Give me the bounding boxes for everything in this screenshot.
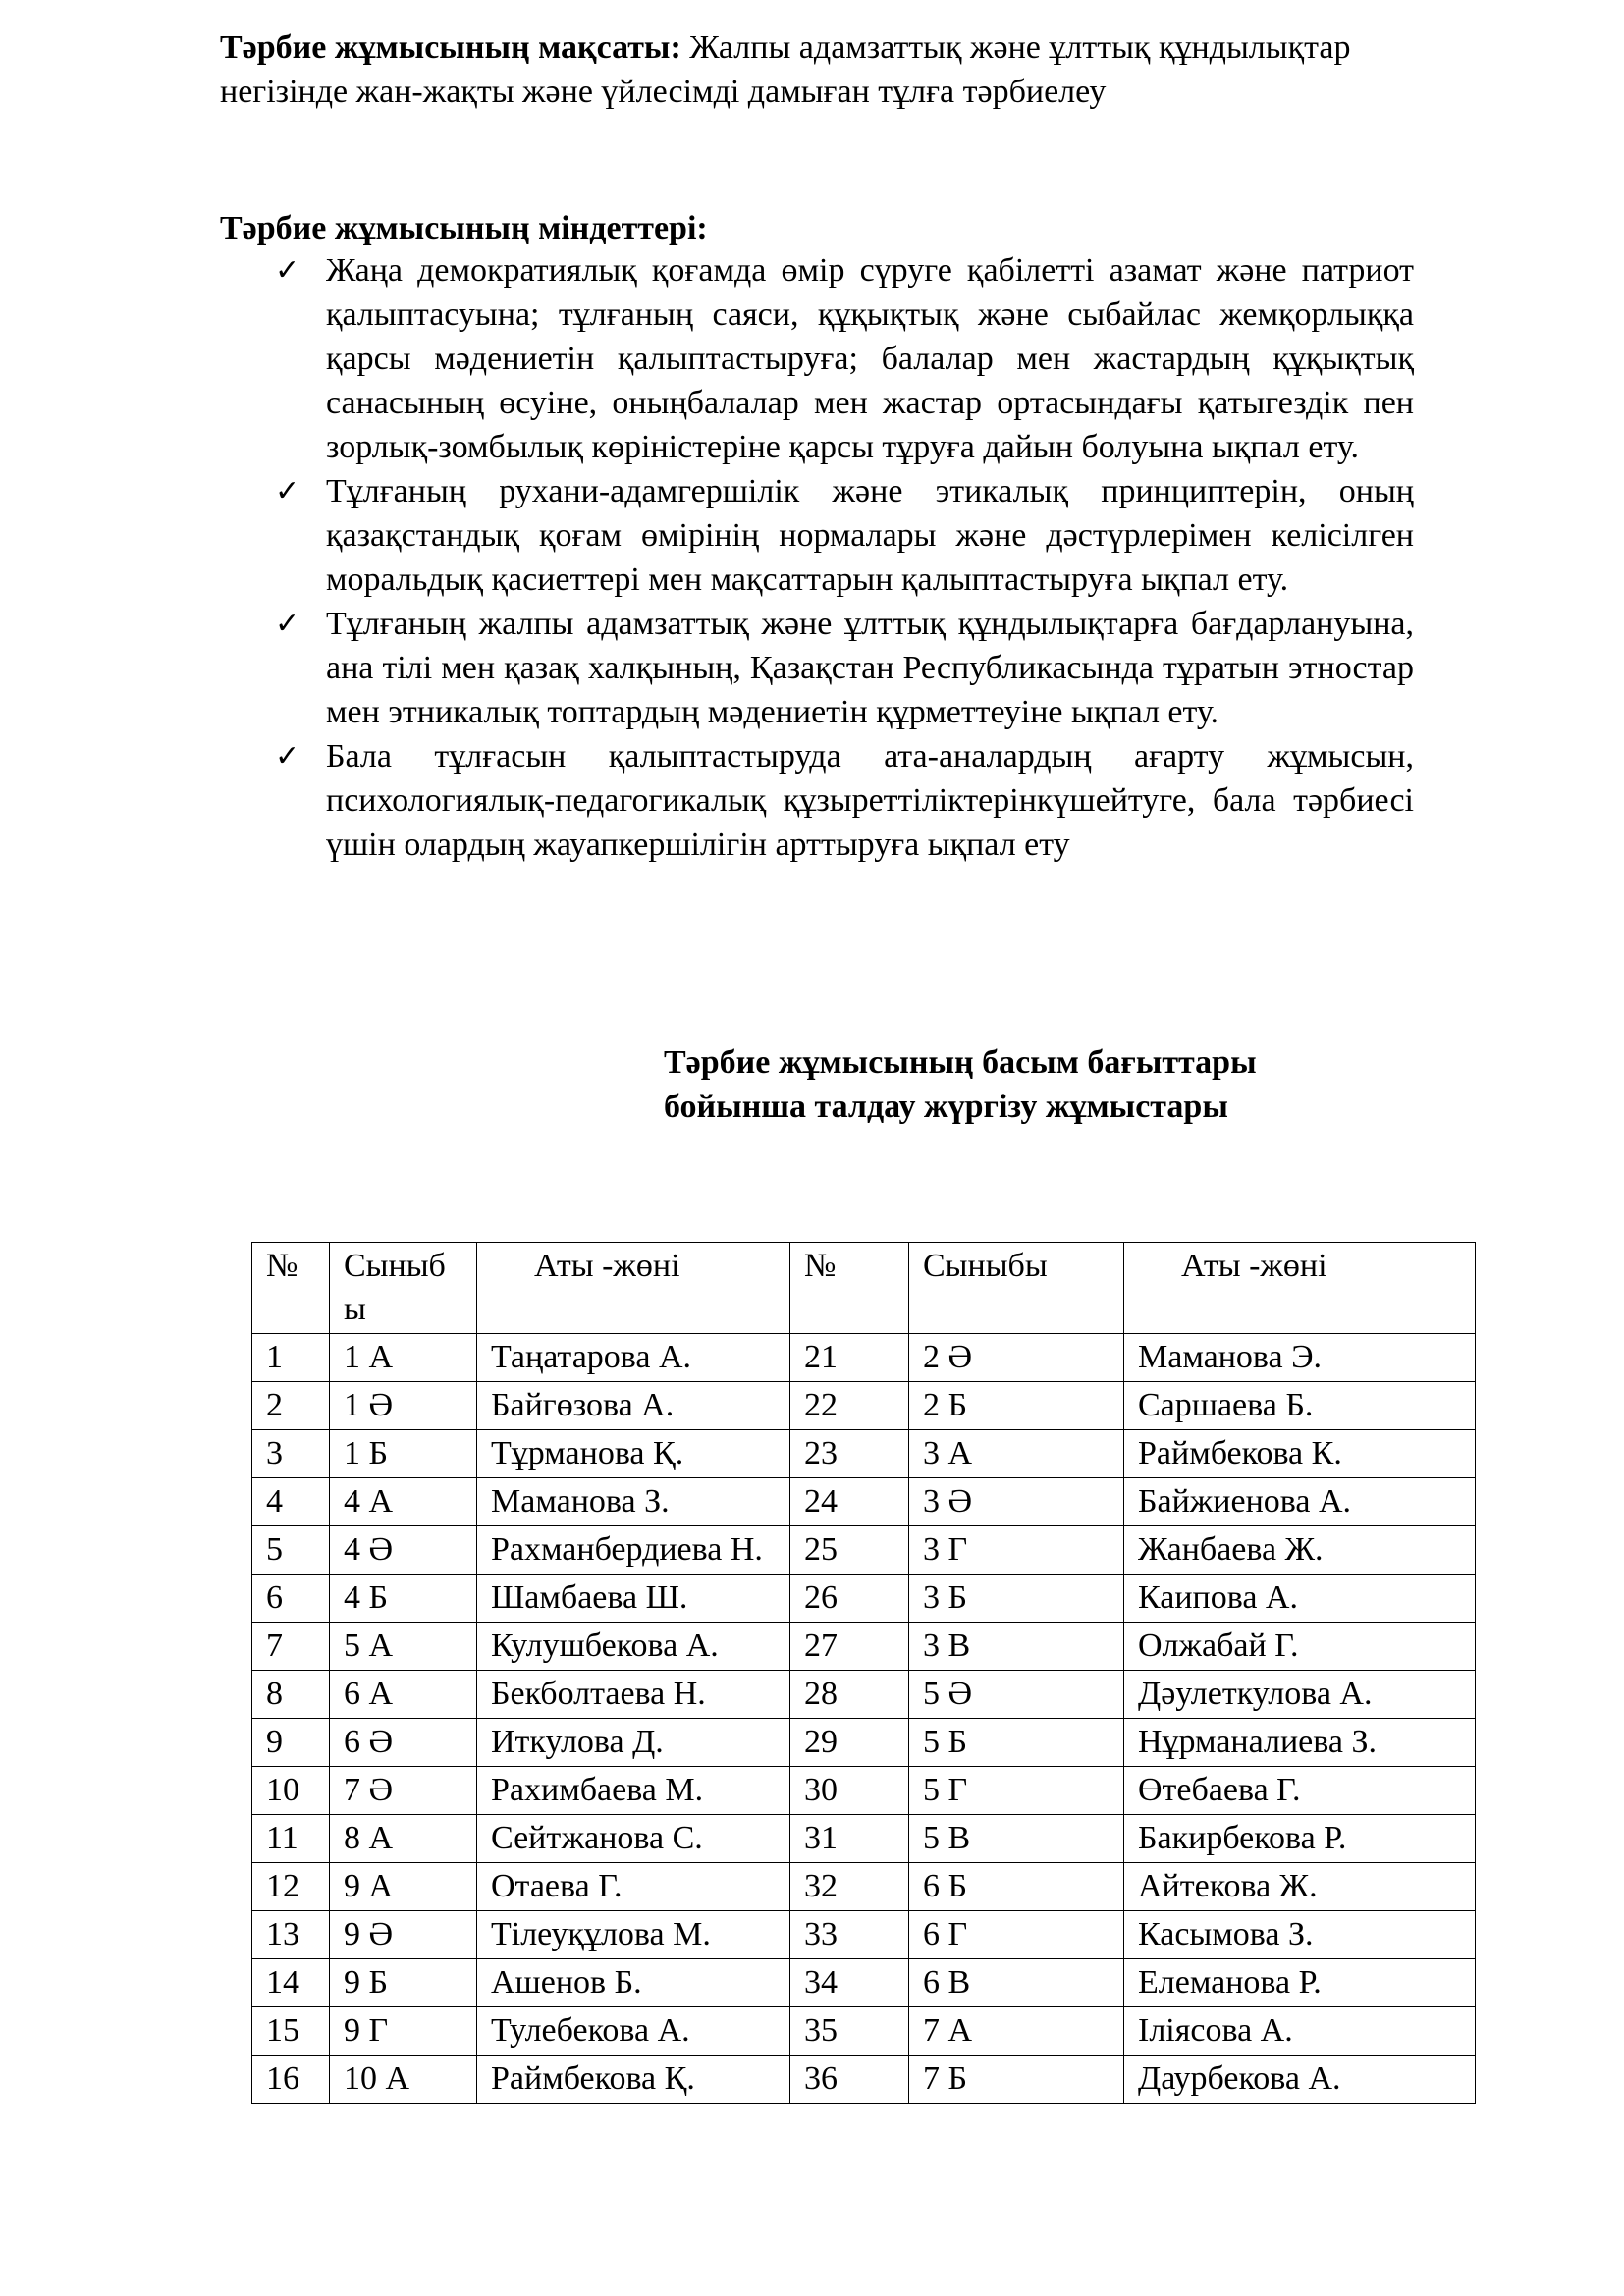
table-cell: 8 xyxy=(252,1671,330,1719)
table-cell: 5 Г xyxy=(909,1767,1124,1815)
table-cell: 6 А xyxy=(330,1671,477,1719)
table-cell: 2 Ә xyxy=(909,1334,1124,1382)
table-cell: 10 А xyxy=(330,2056,477,2104)
table-cell: Сейтжанова С. xyxy=(477,1815,790,1863)
table-cell: 29 xyxy=(790,1719,909,1767)
table-row xyxy=(252,1334,1476,1382)
table-cell: 6 Б xyxy=(909,1863,1124,1911)
table-row xyxy=(252,1767,1476,1815)
table-cell: 14 xyxy=(252,1959,330,2007)
table-cell: 30 xyxy=(790,1767,909,1815)
table-cell: 28 xyxy=(790,1671,909,1719)
table-cell: Бакирбекова Р. xyxy=(1124,1815,1476,1863)
table-row xyxy=(252,1911,1476,1959)
table-cell: 9 Ә xyxy=(330,1911,477,1959)
table-cell: Тұрманова Қ. xyxy=(477,1430,790,1478)
table-cell: Жанбаева Ж. xyxy=(1124,1526,1476,1575)
table-cell: Байгөзова А. xyxy=(477,1382,790,1430)
table-cell: 5 А xyxy=(330,1623,477,1671)
table-cell: Бекболтаева Н. xyxy=(477,1671,790,1719)
table-header-row xyxy=(252,1243,1476,1334)
table-cell: Елеманова Р. xyxy=(1124,1959,1476,2007)
table-row xyxy=(252,2007,1476,2056)
table-cell: 1 Б xyxy=(330,1430,477,1478)
task-text: Жаңа демократиялық қоғамда өмір сүруге қабілетті азамат және патриот қалыптасуына; тұлғаның саяси, құқықтық және сыбайлас жемқорлыққа қарсы мәдениетін қалыптастыруға; балалар мен жастардың құқықтық санасының өсуіне, оныңбалалар мен жастар ортасындағы қатыгездік пен зорлық-зомбылық көріністеріне қарсы тұруға дайын болуына ықпал ету. xyxy=(326,252,1414,465)
table-cell: 3 В xyxy=(909,1623,1124,1671)
column-header: № xyxy=(252,1243,330,1334)
table-cell: Даурбекова А. xyxy=(1124,2056,1476,2104)
table-row xyxy=(252,1671,1476,1719)
check-icon: ✓ xyxy=(275,739,300,774)
table-cell: 4 Ә xyxy=(330,1526,477,1575)
table-cell: 2 Б xyxy=(909,1382,1124,1430)
check-icon: ✓ xyxy=(275,474,300,508)
table-row xyxy=(252,1430,1476,1478)
table-row xyxy=(252,1815,1476,1863)
table-cell: Өтебаева Г. xyxy=(1124,1767,1476,1815)
tasks-list xyxy=(275,248,1414,867)
table-cell: 4 xyxy=(252,1478,330,1526)
goal-paragraph xyxy=(220,26,1437,114)
table-cell: Тулебекова А. xyxy=(477,2007,790,2056)
check-icon: ✓ xyxy=(275,253,300,288)
table-cell: Раймбекова Қ. xyxy=(477,2056,790,2104)
table-cell: 22 xyxy=(790,1382,909,1430)
table-cell: 9 Б xyxy=(330,1959,477,2007)
table-row xyxy=(252,1959,1476,2007)
task-item xyxy=(275,734,1414,867)
table-cell: 5 xyxy=(252,1526,330,1575)
table-cell: Ашенов Б. xyxy=(477,1959,790,2007)
table-cell: Саршаева Б. xyxy=(1124,1382,1476,1430)
table-cell: Маманова Э. xyxy=(1124,1334,1476,1382)
section-title-line: Тәрбие жұмысының басым бағыттары xyxy=(664,1044,1257,1081)
table-row xyxy=(252,1623,1476,1671)
table-row xyxy=(252,1719,1476,1767)
section-title xyxy=(664,1041,1410,1129)
table-cell: Олжабай Г. xyxy=(1124,1623,1476,1671)
table-cell: Раймбекова К. xyxy=(1124,1430,1476,1478)
table-cell: Дәулеткулова А. xyxy=(1124,1671,1476,1719)
table-cell: 24 xyxy=(790,1478,909,1526)
task-item xyxy=(275,602,1414,734)
goal-text: Жалпы адамзаттық және ұлттық құндылықтар негізінде жан-жақты және үйлесімді дамыған тұлға тәрбиелеу xyxy=(220,29,1351,110)
tasks-heading: Тәрбие жұмысының міндеттері: xyxy=(220,210,708,246)
table-cell: 7 А xyxy=(909,2007,1124,2056)
table-cell: 9 Г xyxy=(330,2007,477,2056)
table-cell: 7 xyxy=(252,1623,330,1671)
task-text: Тұлғаның рухани-адамгершілік және этикалық принциптерін, оның қазақстандық қоғам өмірінің нормалары және дәстүрлерімен келісілген моральдық қасиеттері мен мақсаттарын қалыптастыруға ықпал ету. xyxy=(326,473,1414,598)
table-cell: 33 xyxy=(790,1911,909,1959)
table-cell: 3 Ә xyxy=(909,1478,1124,1526)
table-cell: 35 xyxy=(790,2007,909,2056)
table-cell: Иткулова Д. xyxy=(477,1719,790,1767)
table-cell: 3 xyxy=(252,1430,330,1478)
table-cell: Шамбаева Ш. xyxy=(477,1575,790,1623)
task-item xyxy=(275,248,1414,469)
table-row xyxy=(252,1478,1476,1526)
table-cell: Касымова З. xyxy=(1124,1911,1476,1959)
goal-label: Тәрбие жұмысының мақсаты: xyxy=(220,29,681,66)
table-row xyxy=(252,1863,1476,1911)
task-item xyxy=(275,469,1414,602)
table-row xyxy=(252,1526,1476,1575)
table-cell: 6 Ә xyxy=(330,1719,477,1767)
table-cell: 32 xyxy=(790,1863,909,1911)
table-cell: 1 А xyxy=(330,1334,477,1382)
table-cell: 15 xyxy=(252,2007,330,2056)
table-cell: 6 В xyxy=(909,1959,1124,2007)
column-header: Сыныбы xyxy=(330,1243,477,1334)
table-cell: 9 xyxy=(252,1719,330,1767)
table-cell: Іліясова А. xyxy=(1124,2007,1476,2056)
table-cell: 3 Г xyxy=(909,1526,1124,1575)
table-cell: 12 xyxy=(252,1863,330,1911)
table-row xyxy=(252,1575,1476,1623)
table-cell: Таңатарова А. xyxy=(477,1334,790,1382)
column-header: Аты -жөні xyxy=(477,1243,790,1334)
section-title-line: бойынша талдау жүргізу жұмыстары xyxy=(664,1089,1228,1125)
column-header: № xyxy=(790,1243,909,1334)
check-icon: ✓ xyxy=(275,607,300,641)
table-cell: Нұрманалиева З. xyxy=(1124,1719,1476,1767)
table-cell: 36 xyxy=(790,2056,909,2104)
task-text: Тұлғаның жалпы адамзаттық және ұлттық құндылықтарға бағдарлануына, ана тілі мен қазақ халқының, Қазақстан Республикасында тұратын этностар мен этникалық топтардың мәдениетін құрметтеуіне ықпал ету. xyxy=(326,606,1414,730)
table-cell: 4 Б xyxy=(330,1575,477,1623)
table-cell: 26 xyxy=(790,1575,909,1623)
table-body xyxy=(252,1334,1476,2104)
table-cell: 8 А xyxy=(330,1815,477,1863)
table-row xyxy=(252,2056,1476,2104)
table-cell: 34 xyxy=(790,1959,909,2007)
table-cell: 13 xyxy=(252,1911,330,1959)
table-cell: 7 Б xyxy=(909,2056,1124,2104)
table-cell: 16 xyxy=(252,2056,330,2104)
table-cell: 23 xyxy=(790,1430,909,1478)
table-cell: 5 Ә xyxy=(909,1671,1124,1719)
table-cell: Кулушбекова А. xyxy=(477,1623,790,1671)
table-cell: 10 xyxy=(252,1767,330,1815)
table-cell: 1 xyxy=(252,1334,330,1382)
table-cell: 6 xyxy=(252,1575,330,1623)
table-cell: 5 Б xyxy=(909,1719,1124,1767)
roster-table xyxy=(251,1242,1476,2104)
table-cell: 3 А xyxy=(909,1430,1124,1478)
table-cell: 11 xyxy=(252,1815,330,1863)
table-cell: 31 xyxy=(790,1815,909,1863)
column-header: Сыныбы xyxy=(909,1243,1124,1334)
table-cell: 1 Ә xyxy=(330,1382,477,1430)
table-cell: 7 Ә xyxy=(330,1767,477,1815)
table-cell: 4 А xyxy=(330,1478,477,1526)
table-cell: 9 А xyxy=(330,1863,477,1911)
task-text: Бала тұлғасын қалыптастыруда ата-аналардың ағарту жұмысын, психологиялық-педагогикалық құзыреттіліктерінкүшейтуге, бала тәрбиесі үшін олардың жауапкершілігін арттыруға ықпал ету xyxy=(326,738,1414,863)
table-cell: 25 xyxy=(790,1526,909,1575)
table-cell: Маманова З. xyxy=(477,1478,790,1526)
table-cell: Байжиенова А. xyxy=(1124,1478,1476,1526)
table-cell: 2 xyxy=(252,1382,330,1430)
table-cell: Рахманбердиева Н. xyxy=(477,1526,790,1575)
table-cell: Отаева Г. xyxy=(477,1863,790,1911)
table-cell: 27 xyxy=(790,1623,909,1671)
table-cell: 6 Г xyxy=(909,1911,1124,1959)
table-row xyxy=(252,1382,1476,1430)
column-header: Аты -жөні xyxy=(1124,1243,1476,1334)
table-cell: Каипова А. xyxy=(1124,1575,1476,1623)
table-cell: Тілеуқұлова М. xyxy=(477,1911,790,1959)
table-cell: 21 xyxy=(790,1334,909,1382)
table-cell: 3 Б xyxy=(909,1575,1124,1623)
table-cell: Рахимбаева М. xyxy=(477,1767,790,1815)
table-cell: Айтекова Ж. xyxy=(1124,1863,1476,1911)
table-cell: 5 В xyxy=(909,1815,1124,1863)
